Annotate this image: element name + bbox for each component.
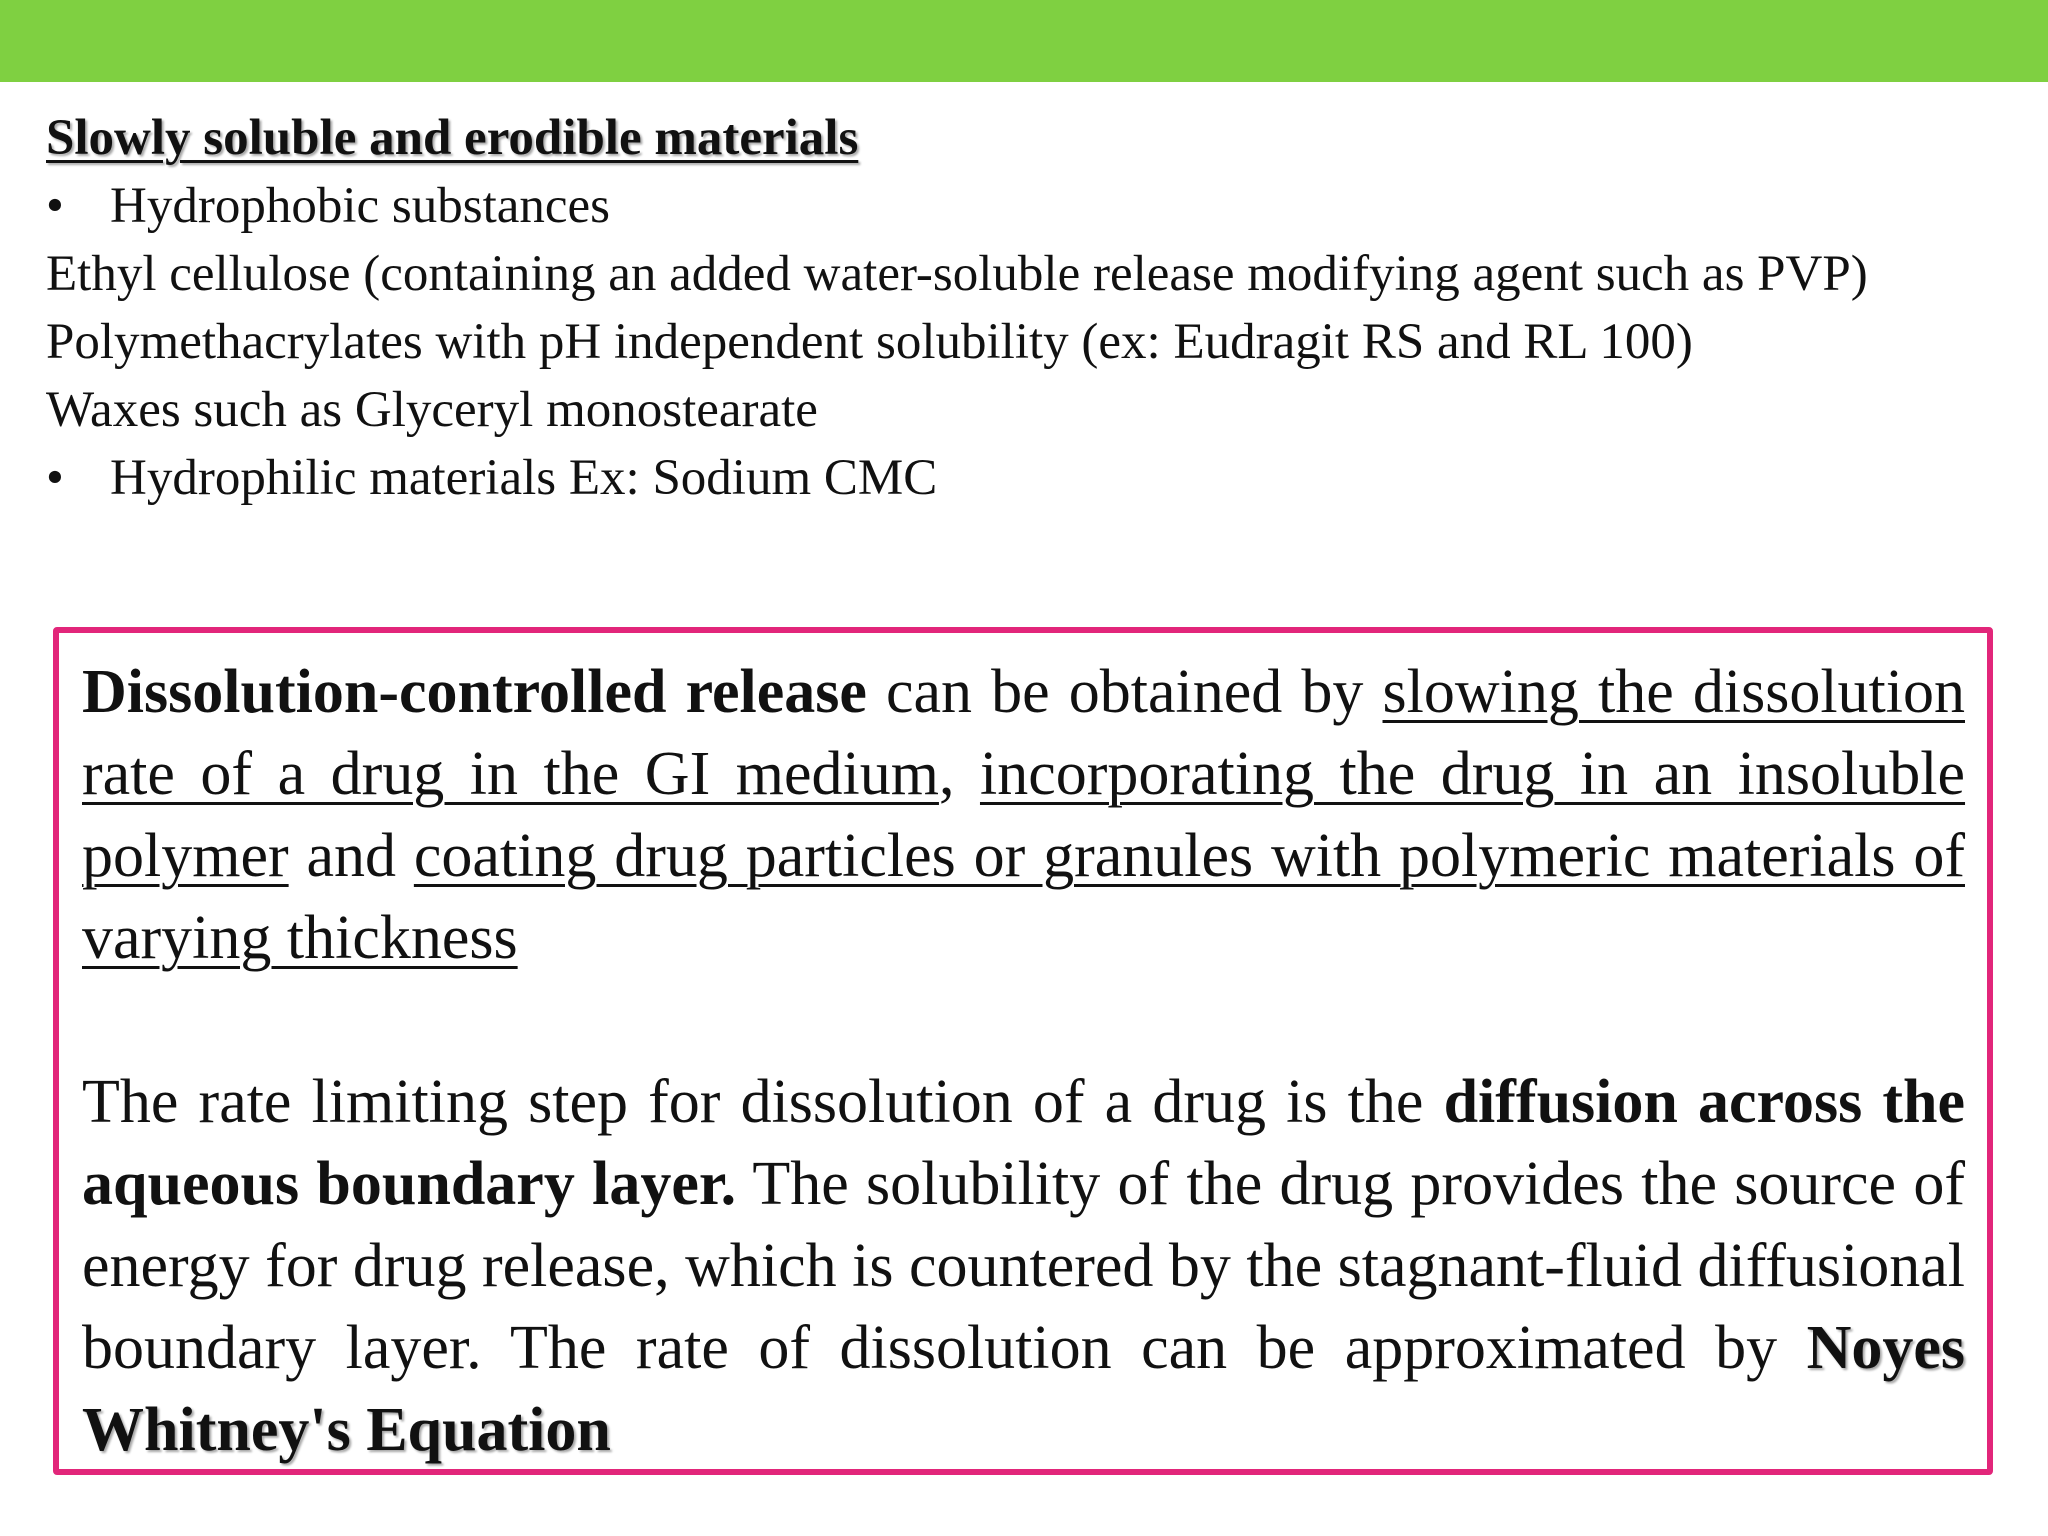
callout-text: can be obtained by (866, 658, 1383, 726)
slide-header-bar (0, 0, 2048, 82)
callout-paragraph-1 (82, 651, 1965, 979)
section-heading: Slowly soluble and erodible materials (46, 110, 859, 166)
bullet-item-hydrophobic (46, 172, 1988, 240)
ethyl-cellulose-text: Ethyl cellulose (containing an added water-soluble release modifying agent such as (46, 246, 1745, 302)
term-noyes-whitney-equation: Noyes Whitney's Equation (82, 1314, 1965, 1464)
callout-text: The solubility of the drug provides the source of energy for drug release, which is countered by the stagnant-fluid diffusional boundary layer. The rate of dissolution can be approximated by (82, 1150, 1965, 1382)
bullet-icon: • (46, 178, 64, 234)
callout-text: and (288, 822, 414, 890)
bullet-text: Hydrophilic materials Ex: Sodium CMC (110, 450, 938, 506)
callout-text: , (938, 740, 980, 808)
underlined-phrase-slowing: slowing the dissolution rate of a drug in the GI medium (82, 658, 1965, 808)
text-line-polymethacrylates: Polymethacrylates with pH independent solubility (ex: Eudragit RS and RL 100) (46, 314, 1693, 370)
ethyl-cellulose-continuation: PVP) (1757, 246, 1868, 302)
underlined-phrase-coating: coating drug particles or granules with polymeric materials of varying thickness (82, 822, 1965, 972)
callout-text: The rate limiting step for dissolution of a drug is the (82, 1068, 1444, 1136)
text-line-waxes: Waxes such as Glyceryl monostearate (46, 382, 818, 438)
underlined-phrase-incorporating: incorporating the drug in an insoluble polymer (82, 740, 1966, 890)
bullet-icon: • (46, 450, 64, 506)
term-dissolution-controlled-release: Dissolution-controlled release (82, 658, 867, 726)
materials-section (46, 104, 1988, 512)
term-diffusion-boundary-layer: diffusion across the aqueous boundary layer. (82, 1068, 1966, 1218)
dissolution-callout-box (53, 627, 1993, 1475)
callout-paragraph-2 (82, 1061, 1965, 1471)
bullet-text: Hydrophobic substances (110, 178, 610, 234)
bullet-item-hydrophilic (46, 444, 1988, 512)
text-line-ethyl-cellulose (46, 240, 1988, 308)
